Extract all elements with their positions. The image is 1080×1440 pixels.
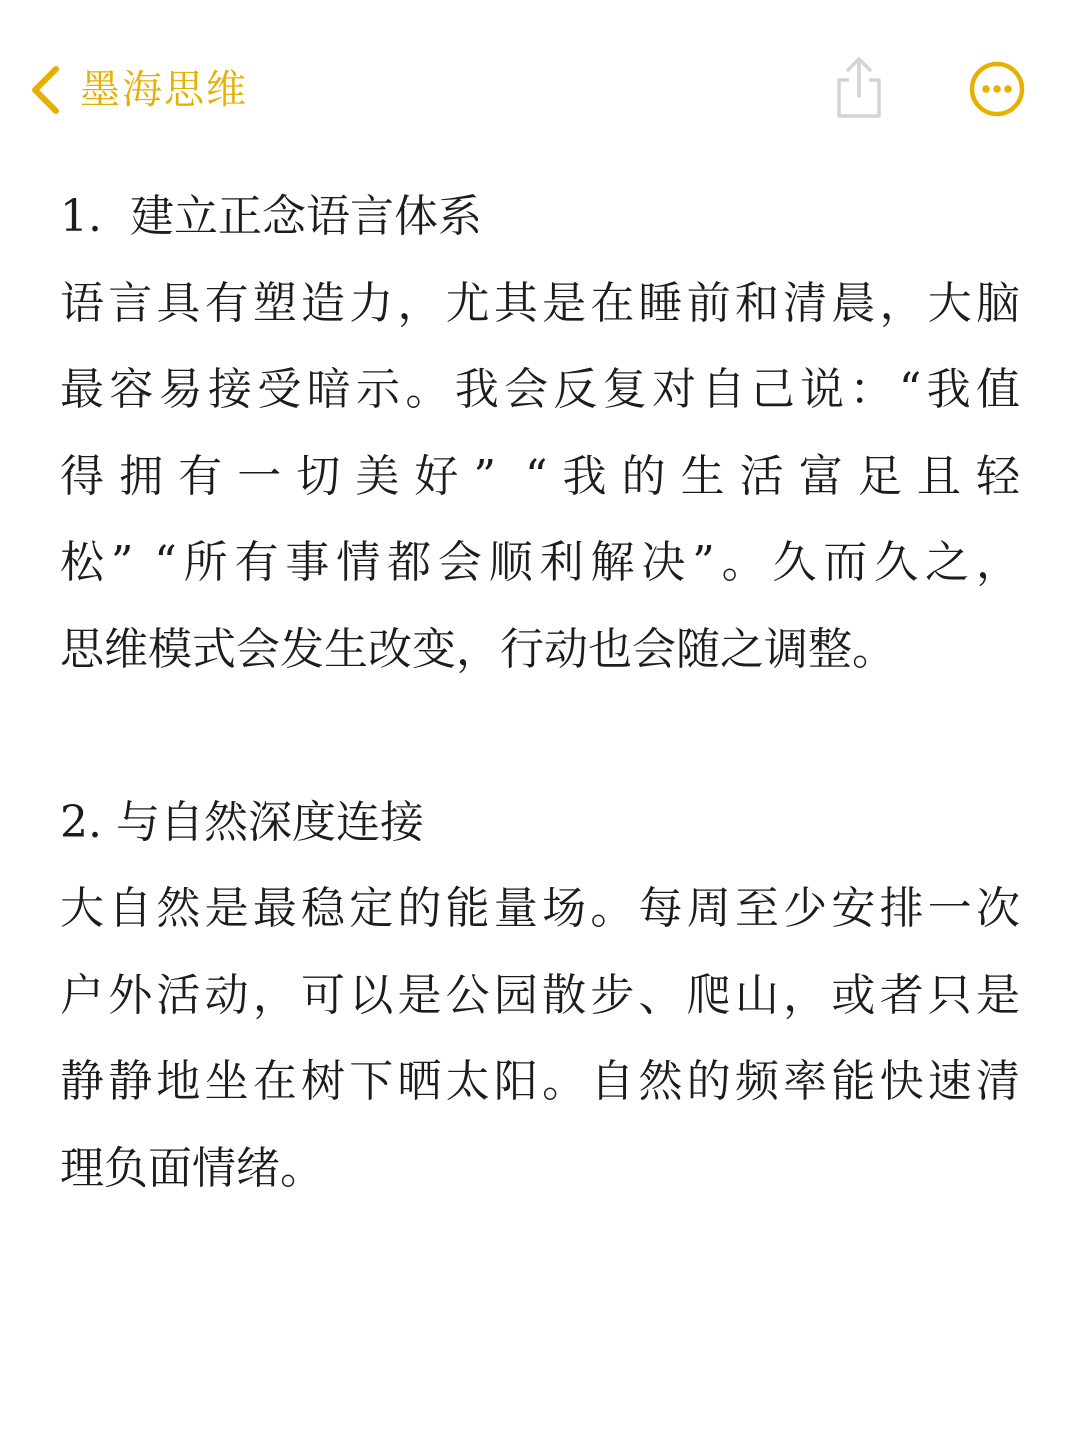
section-1-line-5: 思维模式会发生改变，行动也会随之调整。 [60,623,896,675]
section-1-title: 1. 建立正念语言体系 [60,191,482,242]
more-icon [968,103,1026,122]
navigation-bar [0,0,1080,180]
section-1-line-3: 得拥有一切美好” “我的生活富足且轻 [60,450,1020,502]
share-icon [830,105,888,124]
note-body[interactable] [60,174,1020,1212]
section-1-line-4: 松” “所有事情都会顺利解决”。久而久之， [60,537,1020,588]
paragraph-gap [60,693,1020,780]
section-1-line-2: 最容易接受暗示。我会反复对自己说：“我值 [60,364,1020,415]
section-2-title: 2. 与自然深度连接 [60,796,424,848]
section-2-line-4: 理负面情绪。 [60,1142,324,1194]
chevron-left-icon [28,64,62,116]
section-2-line-3: 静静地坐在树下晒太阳。自然的频率能快速清 [60,1056,1020,1107]
share-button[interactable] [830,56,888,120]
section-2-line-1: 大自然是最稳定的能量场。每周至少安排一次 [60,883,1020,934]
section-2-line-2: 户外活动，可以是公园散步、爬山，或者只是 [60,969,1020,1021]
more-button[interactable] [968,60,1026,118]
back-label: 墨海思维 [80,67,248,113]
back-button[interactable] [28,58,248,122]
section-1-line-1: 语言具有塑造力，尤其是在睡前和清晨，大脑 [60,277,1020,329]
